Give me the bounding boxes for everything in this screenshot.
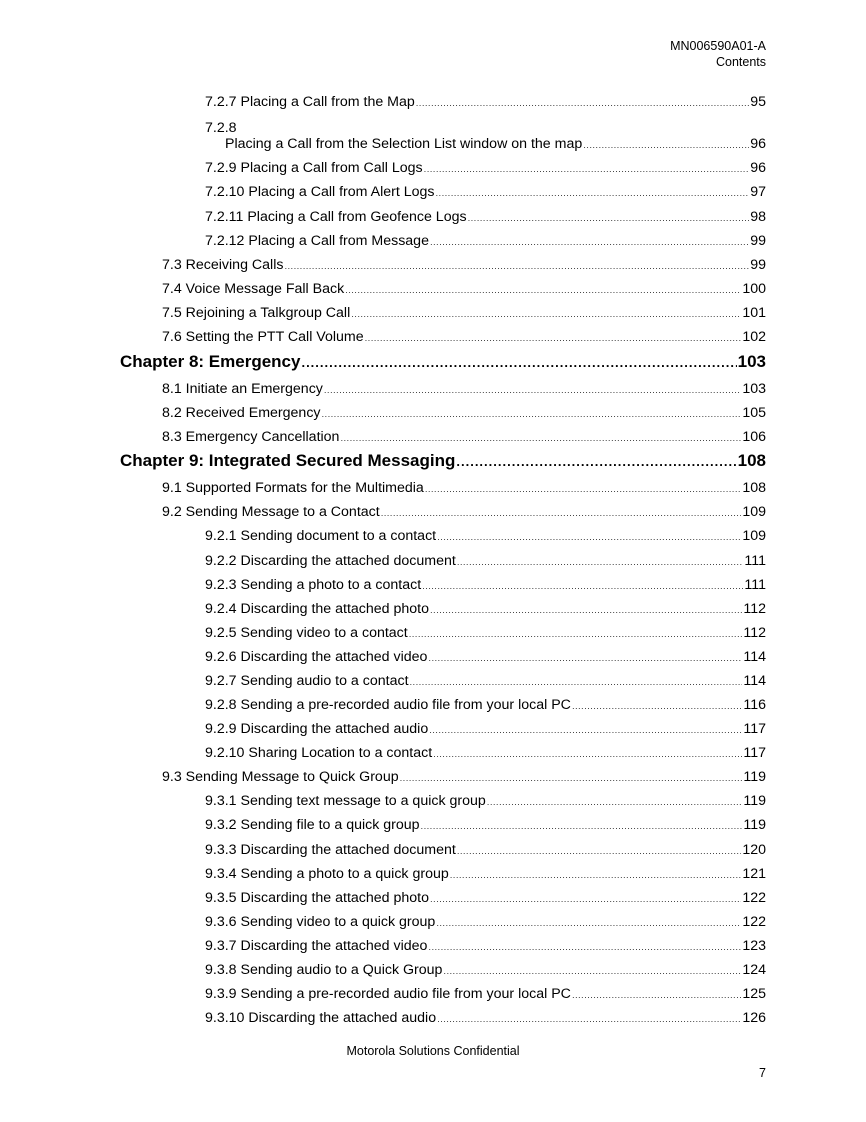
toc-entry-page: 121 [742,866,766,882]
toc-entry-page: 96 [750,136,766,152]
toc-entry-page: 112 [743,625,766,641]
toc-entry-page: 97 [750,184,766,200]
toc-entry-page: 123 [742,938,766,954]
toc-entry-page: 120 [742,842,766,858]
dot-leader [424,160,750,180]
toc-entry-page: 119 [743,817,766,833]
toc-entry-title: 9.3.1 Sending text message to a quick group [205,793,486,809]
dot-leader [457,842,742,862]
dot-leader [429,721,742,741]
toc-entry-title: 8.1 Initiate an Emergency [162,381,323,397]
dot-leader [351,305,741,325]
toc-entry-title: 9.3.8 Sending audio to a Quick Group [205,962,443,978]
dot-leader [322,405,742,425]
toc-entry-page: 96 [750,160,766,176]
dot-leader [301,353,736,373]
section-label: Contents [715,55,766,69]
dot-leader [443,962,741,982]
dot-leader [425,480,742,500]
toc-entry-title: 9.3.3 Discarding the attached document [205,842,456,858]
dot-leader [456,452,736,472]
dot-leader [381,504,742,524]
dot-leader [436,914,741,934]
toc-entry-title: 9.3.9 Sending a pre-recorded audio file from your local PC [205,986,571,1002]
toc-entry-title: 9.2.9 Discarding the attached audio [205,721,429,737]
toc-entry-9-3-3[interactable] [205,840,766,862]
toc-entry-title: 9.3.10 Discarding the attached audio [205,1010,437,1026]
dot-leader [340,429,741,449]
toc-entry-title: 7.4 Voice Message Fall Back [162,281,345,297]
toc-entry-title: Placing a Call from the Selection List window on the map [225,136,583,152]
toc-entry-title: 7.2.7 Placing a Call from the Map [205,94,415,110]
toc-entry-9-3-2[interactable] [205,815,766,837]
toc-entry-title: 9.2.5 Sending video to a contact [205,625,408,641]
footer-confidential: Motorola Solutions Confidential [346,1044,520,1058]
toc-entry-page: 125 [742,986,766,1002]
dot-leader [365,329,742,349]
dot-leader [345,281,741,301]
toc-entry-9-3[interactable] [162,767,766,789]
toc-entry-title: 9.3.7 Discarding the attached video [205,938,428,954]
toc-entry-page: 109 [742,528,766,544]
dot-leader [324,381,741,401]
dot-leader [572,697,742,717]
toc-entry-title: 7.5 Rejoining a Talkgroup Call [162,305,351,321]
toc-entry-title: 9.2.6 Discarding the attached video [205,649,428,665]
toc-entry-9-2-2[interactable] [205,551,766,573]
toc-entry-page: 117 [743,721,766,737]
toc-entry-9-2-9[interactable] [205,719,766,741]
toc-entry-7-6[interactable] [162,327,766,349]
toc-chapter-8[interactable] [120,352,766,373]
dot-leader [422,577,743,597]
toc-entry-page: 119 [743,769,766,785]
toc-entry-7-2-9[interactable] [205,158,766,180]
toc-entry-page: 100 [742,281,766,297]
toc-entry-title: 8.2 Received Emergency [162,405,321,421]
toc-chapter-page: 108 [737,451,766,470]
toc-entry-9-3-9[interactable] [205,984,766,1006]
dot-leader [437,1010,741,1030]
toc-entry-page: 99 [750,257,766,273]
toc-entry-8-3[interactable] [162,427,766,449]
toc-entry-8-2[interactable] [162,403,766,425]
toc-entry-9-2-4[interactable] [205,599,766,621]
toc-entry-title: 9.2.2 Discarding the attached document [205,553,456,569]
toc-entry-title: 9.2.4 Discarding the attached photo [205,601,430,617]
dot-leader [572,986,741,1006]
toc-entry-page: 111 [744,553,766,569]
toc-entry-page: 117 [743,745,766,761]
toc-chapter-title: Chapter 9: Integrated Secured Messaging [120,451,456,470]
toc-entry-9-3-1[interactable] [205,791,766,813]
toc-entry-page: 112 [743,601,766,617]
toc-entry-7-3[interactable] [162,255,766,277]
dot-leader [430,890,741,910]
dot-leader [433,745,742,765]
toc-entry-title: 7.2.11 Placing a Call from Geofence Logs [205,209,467,225]
dot-leader [487,793,743,813]
toc-entry-7-2-11[interactable] [205,207,766,229]
toc-entry-number-7-2-8: 7.2.8 [205,120,237,136]
toc-entry-title: 9.2.7 Sending audio to a contact [205,673,409,689]
dot-leader [428,649,742,669]
toc-entry-page: 103 [742,381,766,397]
toc-entry-page: 111 [744,577,766,593]
toc-entry-7-4[interactable] [162,279,766,301]
toc-entry-title: 9.3.5 Discarding the attached photo [205,890,430,906]
dot-leader [436,184,750,204]
toc-entry-9-2-7[interactable] [205,671,766,693]
toc-entry-page: 114 [743,673,766,689]
dot-leader [428,938,741,958]
toc-entry-9-2-8[interactable] [205,695,766,717]
footer-page-number: 7 [759,1066,766,1080]
toc-entry-9-3-7[interactable] [205,936,766,958]
toc-entry-title: 9.3.6 Sending video to a quick group [205,914,436,930]
toc-entry-title: 7.2.10 Placing a Call from Alert Logs [205,184,435,200]
toc-entry-title: 9.2.1 Sending document to a contact [205,528,437,544]
toc-entry-7-2-12[interactable] [205,231,766,253]
toc-entry-page: 119 [743,793,766,809]
toc-entry-9-3-6[interactable] [205,912,766,934]
dot-leader [583,136,749,156]
toc-entry-title: 9.3 Sending Message to Quick Group [162,769,399,785]
toc-entry-page: 95 [750,94,766,110]
toc-entry-8-1[interactable] [162,379,766,401]
toc-entry-page: 122 [742,890,766,906]
toc-entry-page: 114 [743,649,766,665]
toc-entry-title: 9.3.2 Sending file to a quick group [205,817,420,833]
toc-chapter-page: 103 [737,352,766,371]
toc-entry-page: 98 [750,209,766,225]
toc-entry-page: 108 [742,480,766,496]
toc-entry-title: 7.2.12 Placing a Call from Message [205,233,429,249]
dot-leader [430,233,749,253]
page-header [670,38,766,70]
toc-entry-title: 9.1 Supported Formats for the Multimedia [162,480,424,496]
toc-entry-page: 99 [750,233,766,249]
toc-entry-7-2-10[interactable] [205,182,766,204]
toc-entry-title: 9.2 Sending Message to a Contact [162,504,380,520]
toc-entry-page: 124 [742,962,766,978]
dot-leader [400,769,743,789]
dot-leader [409,625,743,645]
toc-entry-page: 109 [742,504,766,520]
toc-entry-9-3-4[interactable] [205,864,766,886]
toc-entry-7-5[interactable] [162,303,766,325]
dot-leader [457,553,744,573]
toc-entry-page: 105 [742,405,766,421]
toc-chapter-title: Chapter 8: Emergency [120,352,301,371]
toc-entry-title: 7.6 Setting the PTT Call Volume [162,329,364,345]
document-id: MN006590A01-A [670,39,766,53]
toc-entry-9-3-5[interactable] [205,888,766,910]
toc-entry-title: 7.3 Receiving Calls [162,257,284,273]
toc-entry-7-2-7[interactable] [205,92,766,114]
toc-entry-title: 7.2.9 Placing a Call from Call Logs [205,160,423,176]
dot-leader [421,817,743,837]
toc-entry-title: 9.2.3 Sending a photo to a contact [205,577,422,593]
toc-entry-page: 116 [743,697,766,713]
toc-entry-page: 101 [742,305,766,321]
toc-entry-7-2-8[interactable] [225,134,766,156]
toc-entry-9-2-1[interactable] [205,526,766,548]
dot-leader [410,673,743,693]
toc-entry-9-2-3[interactable] [205,575,766,597]
toc-entry-9-2-5[interactable] [205,623,766,645]
toc-entry-page: 102 [742,329,766,345]
toc-entry-page: 122 [742,914,766,930]
toc-chapter-9[interactable] [120,451,766,472]
toc-entry-title: 8.3 Emergency Cancellation [162,429,340,445]
toc-entry-title: 9.2.10 Sharing Location to a contact [205,745,433,761]
toc-entry-9-1[interactable] [162,478,766,500]
toc-entry-9-2-10[interactable] [205,743,766,765]
toc-entry-page: 126 [742,1010,766,1026]
toc-entry-page: 106 [742,429,766,445]
dot-leader [450,866,742,886]
dot-leader [437,528,741,548]
dot-leader [430,601,742,621]
dot-leader [416,94,749,114]
toc-entry-9-3-10[interactable] [205,1008,766,1030]
toc-entry-title: 9.3.4 Sending a photo to a quick group [205,866,449,882]
dot-leader [468,209,750,229]
toc-entry-9-2[interactable] [162,502,766,524]
dot-leader [284,257,749,277]
toc-entry-title: 9.2.8 Sending a pre-recorded audio file from your local PC [205,697,571,713]
toc-entry-9-3-8[interactable] [205,960,766,982]
toc-entry-9-2-6[interactable] [205,647,766,669]
